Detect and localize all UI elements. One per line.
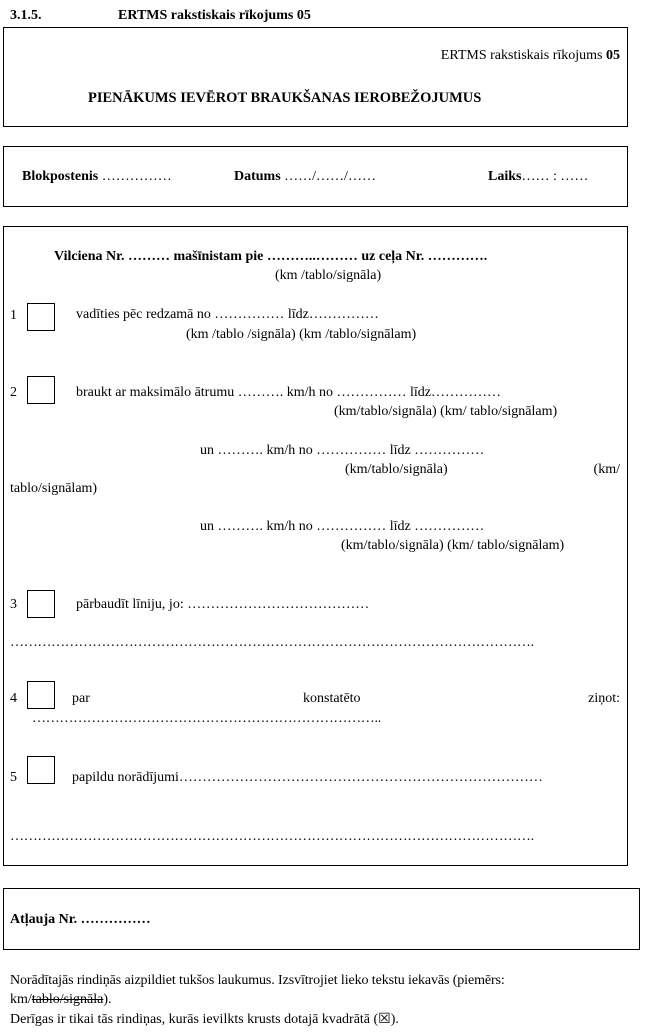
footer-note-1: Norādītajās rindiņās aizpildiet tukšos laukumus. Izsvītrojiet lieko tekstu iekavās (piemērs: [10, 973, 505, 988]
item-5-number: 5 [10, 770, 17, 785]
footer-note-2 [10, 992, 112, 1008]
block-post-field[interactable] [22, 169, 172, 185]
section-number: 3.1.5. [10, 8, 42, 23]
date-field[interactable] [234, 169, 376, 185]
date-label: Datums [234, 169, 281, 184]
item-2-checkbox[interactable] [27, 376, 55, 404]
train-line: Vilciena Nr. ……… mašīnistam pie ………..……… uz ceļa Nr. …………. [54, 249, 488, 264]
item-1-hint: (km /tablo /signāla) (km /tablo/signālam) [186, 327, 417, 342]
block-post-value: …………… [101, 169, 172, 184]
train-line-hint: (km /tablo/signāla) [275, 268, 382, 283]
date-value: ……/……/…… [284, 169, 376, 184]
item-2-line2-hint-c: tablo/signālam) [10, 481, 98, 496]
block-post-label: Blokpostenis [22, 169, 99, 184]
order-ref-prefix: ERTMS rakstiskais rīkojums [440, 48, 606, 63]
item-5-checkbox[interactable] [27, 756, 55, 784]
footer-example-post: ). [103, 992, 112, 1007]
item-2-line2: un ………. km/h no …………… līdz …………… [200, 443, 485, 458]
item-1-checkbox[interactable] [27, 303, 55, 331]
footer-note-3: Derīgas ir tikai tās rindiņas, kurās ievilkts krusts dotajā kvadrātā (☒). [10, 1012, 399, 1027]
item-5-dots: ……………………………………………………………………………………………………. [10, 829, 534, 844]
item-2-number: 2 [10, 385, 17, 400]
item-1-text: vadīties pēc redzamā no …………… līdz…………… [76, 307, 379, 322]
item-5-text: papildu norādījumi…………………………………………………………………… [72, 770, 543, 785]
permission-value: …………… [80, 912, 151, 927]
item-4-number: 4 [10, 691, 17, 706]
item-2-text: braukt ar maksimālo ātrumu ………. km/h no …………… līdz…………… [76, 385, 502, 400]
item-2-hint: (km/tablo/signāla) (km/ tablo/signālam) [334, 404, 558, 419]
item-1-number: 1 [10, 308, 17, 323]
item-4-checkbox[interactable] [27, 681, 55, 709]
time-field[interactable] [488, 169, 588, 185]
item-4-dots: ………………………………………………………………….. [32, 711, 381, 726]
footer-example-struck: tablo/signāla [31, 992, 104, 1007]
permission-field[interactable] [10, 912, 151, 928]
time-value: …… : …… [521, 169, 589, 184]
permission-label: Atļauja Nr. [10, 912, 78, 927]
item-3-checkbox[interactable] [27, 590, 55, 618]
item-4-word-konstateto: konstatēto [303, 691, 361, 706]
form-title: PIENĀKUMS IEVĒROT BRAUKŠANAS IEROBEŽOJUMUS [88, 90, 482, 106]
item-3-dots: ……………………………………………………………………………………………………. [10, 635, 534, 650]
header-box [3, 27, 628, 127]
item-2-line2-hint-b: (km/ [593, 462, 620, 477]
order-reference [441, 48, 620, 64]
item-2-line2-hint-a: (km/tablo/signāla) [345, 462, 448, 477]
section-title: ERTMS rakstiskais rīkojums 05 [118, 8, 311, 23]
time-label: Laiks [488, 169, 522, 184]
footer-example-pre: km/ [10, 992, 32, 1007]
item-3-number: 3 [10, 597, 17, 612]
item-2-line3: un ………. km/h no …………… līdz …………… [200, 519, 485, 534]
order-ref-number: 05 [606, 48, 620, 63]
item-2-line3-hint: (km/tablo/signāla) (km/ tablo/signālam) [341, 538, 565, 553]
item-4-word-zinot: ziņot: [588, 691, 620, 706]
item-3-text: pārbaudīt līniju, jo: ………………………………… [76, 597, 370, 612]
item-4-word-par: par [72, 691, 90, 706]
